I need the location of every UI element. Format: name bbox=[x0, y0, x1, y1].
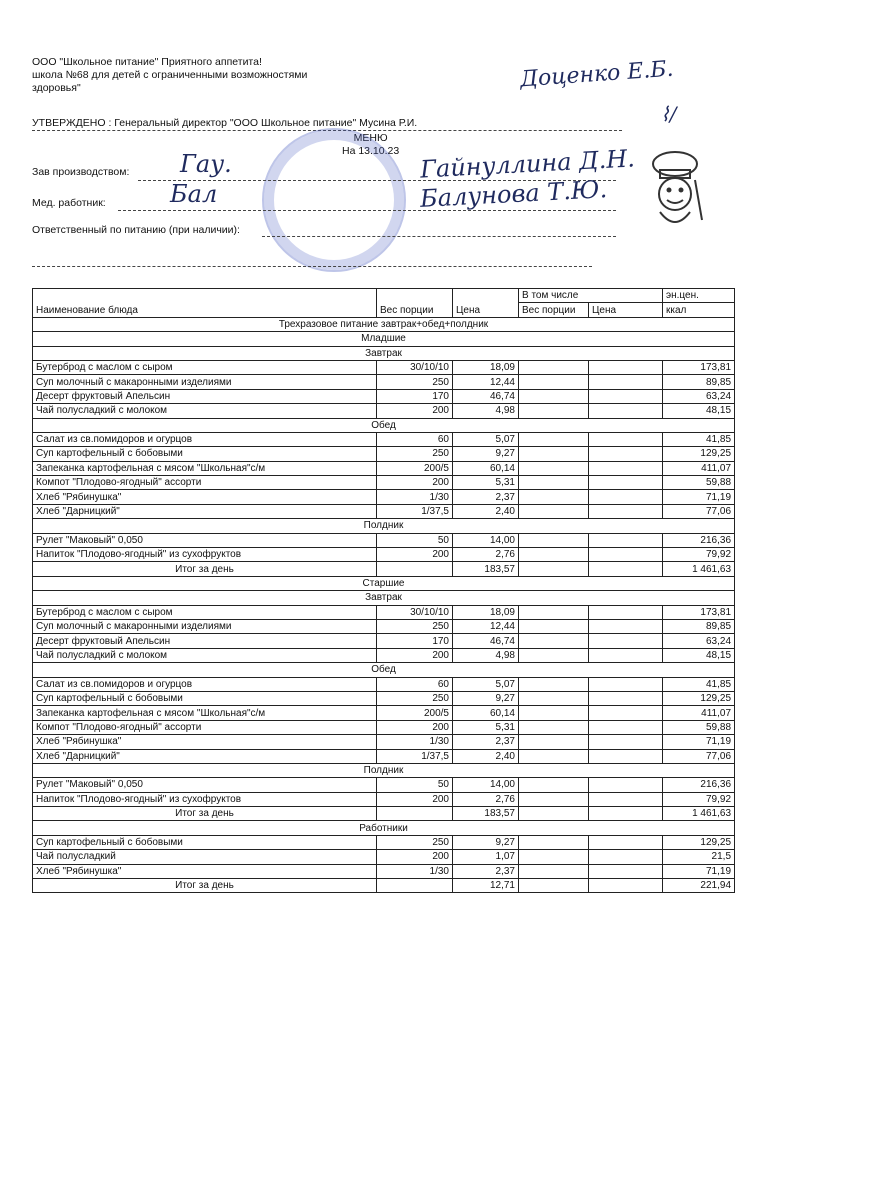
inc-weight-cell bbox=[519, 749, 589, 763]
dish-weight: 250 bbox=[377, 619, 453, 633]
inc-weight-cell bbox=[519, 476, 589, 490]
meal-row bbox=[33, 663, 735, 677]
dish-kcal: 71,19 bbox=[663, 490, 735, 504]
dish-name: Рулет "Маковый" 0,050 bbox=[33, 533, 377, 547]
dish-price: 12,44 bbox=[453, 375, 519, 389]
table-row bbox=[33, 504, 735, 518]
table-row bbox=[33, 749, 735, 763]
dish-weight: 170 bbox=[377, 389, 453, 403]
dish-name: Суп картофельный с бобовыми bbox=[33, 835, 377, 849]
meal-title: Обед bbox=[33, 418, 735, 432]
dish-weight: 170 bbox=[377, 634, 453, 648]
inc-price-cell bbox=[589, 792, 663, 806]
dish-price: 4,98 bbox=[453, 648, 519, 662]
col-energy-header: эн.цен. bbox=[663, 289, 735, 303]
dish-price: 2,37 bbox=[453, 735, 519, 749]
dish-kcal: 89,85 bbox=[663, 375, 735, 389]
dish-kcal: 89,85 bbox=[663, 619, 735, 633]
col-inc-price-header: Цена bbox=[589, 303, 663, 317]
table-row bbox=[33, 447, 735, 461]
dish-price: 60,14 bbox=[453, 461, 519, 475]
total-kcal: 1 461,63 bbox=[663, 807, 735, 821]
dish-kcal: 411,07 bbox=[663, 461, 735, 475]
inc-price-cell bbox=[589, 720, 663, 734]
total-label: Итог за день bbox=[33, 807, 377, 821]
inc-price-cell bbox=[589, 735, 663, 749]
dish-weight: 250 bbox=[377, 447, 453, 461]
table-row bbox=[33, 691, 735, 705]
menu-title: МЕНЮ bbox=[353, 132, 388, 144]
dish-kcal: 48,15 bbox=[663, 648, 735, 662]
table-row bbox=[33, 432, 735, 446]
total-price: 12,71 bbox=[453, 879, 519, 893]
inc-price-cell bbox=[589, 533, 663, 547]
production-head-label: Зав производством: bbox=[32, 166, 130, 178]
dish-price: 14,00 bbox=[453, 533, 519, 547]
table-row bbox=[33, 792, 735, 806]
table-row bbox=[33, 389, 735, 403]
total-kcal: 221,94 bbox=[663, 879, 735, 893]
col-kcal-header: ккал bbox=[663, 303, 735, 317]
inc-price-cell bbox=[589, 447, 663, 461]
inc-weight-cell bbox=[519, 504, 589, 518]
dish-price: 1,07 bbox=[453, 850, 519, 864]
inc-weight-cell bbox=[519, 850, 589, 864]
total-row bbox=[33, 879, 735, 893]
total-row bbox=[33, 807, 735, 821]
responsible-label: Ответственный по питанию (при наличии): bbox=[32, 224, 240, 236]
total-inc-weight-cell bbox=[519, 879, 589, 893]
total-inc-price-cell bbox=[589, 879, 663, 893]
table-row bbox=[33, 648, 735, 662]
table-row bbox=[33, 619, 735, 633]
inc-price-cell bbox=[589, 850, 663, 864]
dish-price: 14,00 bbox=[453, 778, 519, 792]
dish-price: 5,31 bbox=[453, 720, 519, 734]
inc-weight-cell bbox=[519, 461, 589, 475]
total-label: Итог за день bbox=[33, 562, 377, 576]
dish-price: 2,40 bbox=[453, 504, 519, 518]
dish-weight: 1/30 bbox=[377, 735, 453, 749]
dish-price: 18,09 bbox=[453, 605, 519, 619]
dish-kcal: 71,19 bbox=[663, 864, 735, 878]
meal-row bbox=[33, 346, 735, 360]
dish-name: Хлеб "Дарницкий" bbox=[33, 504, 377, 518]
dish-weight: 50 bbox=[377, 533, 453, 547]
dish-name: Чай полусладкий bbox=[33, 850, 377, 864]
dish-name: Салат из св.помидоров и огурцов bbox=[33, 677, 377, 691]
dish-weight: 200 bbox=[377, 850, 453, 864]
dish-price: 9,27 bbox=[453, 691, 519, 705]
inc-weight-cell bbox=[519, 404, 589, 418]
dish-kcal: 173,81 bbox=[663, 360, 735, 374]
dish-kcal: 71,19 bbox=[663, 735, 735, 749]
table-row bbox=[33, 605, 735, 619]
dish-weight: 60 bbox=[377, 677, 453, 691]
dish-name: Рулет "Маковый" 0,050 bbox=[33, 778, 377, 792]
inc-weight-cell bbox=[519, 533, 589, 547]
inc-price-cell bbox=[589, 648, 663, 662]
group-title: Младшие bbox=[33, 332, 735, 346]
table-row bbox=[33, 375, 735, 389]
inc-price-cell bbox=[589, 548, 663, 562]
table-row bbox=[33, 720, 735, 734]
total-weight-cell bbox=[377, 562, 453, 576]
dish-kcal: 129,25 bbox=[663, 447, 735, 461]
dish-kcal: 21,5 bbox=[663, 850, 735, 864]
dish-name: Компот "Плодово-ягодный" ассорти bbox=[33, 476, 377, 490]
inc-weight-cell bbox=[519, 706, 589, 720]
table-row bbox=[33, 404, 735, 418]
inc-price-cell bbox=[589, 706, 663, 720]
dish-weight: 1/37,5 bbox=[377, 504, 453, 518]
dish-weight: 50 bbox=[377, 778, 453, 792]
dish-price: 4,98 bbox=[453, 404, 519, 418]
table-row bbox=[33, 735, 735, 749]
chef-logo-icon bbox=[640, 150, 710, 235]
dish-kcal: 173,81 bbox=[663, 605, 735, 619]
total-price: 183,57 bbox=[453, 562, 519, 576]
dish-name: Суп молочный с макаронными изделиями bbox=[33, 619, 377, 633]
responsible-line bbox=[262, 236, 616, 237]
inc-weight-cell bbox=[519, 605, 589, 619]
dish-name: Напиток "Плодово-ягодный" из сухофруктов bbox=[33, 548, 377, 562]
dish-price: 2,76 bbox=[453, 548, 519, 562]
meal-title: Обед bbox=[33, 663, 735, 677]
production-head-name: Гайнуллина Д.Н. bbox=[419, 144, 636, 184]
inc-weight-cell bbox=[519, 735, 589, 749]
inc-weight-cell bbox=[519, 835, 589, 849]
table-row bbox=[33, 706, 735, 720]
dish-price: 46,74 bbox=[453, 389, 519, 403]
handwritten-approval-top: Доценко Е.Б. bbox=[519, 56, 675, 93]
dish-weight: 30/10/10 bbox=[377, 360, 453, 374]
approval-line: УТВЕРЖДЕНО : Генеральный директор "ООО Школьное питание" Мусина Р.И. bbox=[32, 117, 418, 129]
medical-worker-name: Балунова Т.Ю. bbox=[419, 175, 608, 213]
dish-name: Хлеб "Рябинушка" bbox=[33, 735, 377, 749]
meal-row bbox=[33, 519, 735, 533]
dish-weight: 200 bbox=[377, 720, 453, 734]
inc-price-cell bbox=[589, 504, 663, 518]
org-line-2: школа №68 для детей с ограниченными возможностями bbox=[32, 69, 308, 81]
inc-weight-cell bbox=[519, 792, 589, 806]
dish-weight: 1/30 bbox=[377, 864, 453, 878]
inc-price-cell bbox=[589, 619, 663, 633]
table-row bbox=[33, 778, 735, 792]
dish-kcal: 411,07 bbox=[663, 706, 735, 720]
group-row bbox=[33, 332, 735, 346]
dish-name: Хлеб "Дарницкий" bbox=[33, 749, 377, 763]
inc-weight-cell bbox=[519, 447, 589, 461]
director-signature: ⌇/ bbox=[660, 102, 677, 126]
medical-worker-signature: Бал bbox=[170, 180, 218, 208]
dish-price: 5,31 bbox=[453, 476, 519, 490]
inc-weight-cell bbox=[519, 720, 589, 734]
group-title: Старшие bbox=[33, 576, 735, 590]
menu-date: На 13.10.23 bbox=[342, 145, 400, 157]
dish-price: 60,14 bbox=[453, 706, 519, 720]
dish-kcal: 129,25 bbox=[663, 835, 735, 849]
inc-price-cell bbox=[589, 476, 663, 490]
table-row bbox=[33, 490, 735, 504]
meal-title: Полдник bbox=[33, 763, 735, 777]
dish-kcal: 59,88 bbox=[663, 720, 735, 734]
total-inc-weight-cell bbox=[519, 807, 589, 821]
dish-kcal: 79,92 bbox=[663, 792, 735, 806]
dish-price: 9,27 bbox=[453, 447, 519, 461]
total-inc-price-cell bbox=[589, 562, 663, 576]
production-head-signature: Гау. bbox=[180, 150, 232, 178]
table-row bbox=[33, 533, 735, 547]
dish-price: 2,37 bbox=[453, 864, 519, 878]
dish-kcal: 59,88 bbox=[663, 476, 735, 490]
inc-weight-cell bbox=[519, 634, 589, 648]
inc-price-cell bbox=[589, 864, 663, 878]
inc-price-cell bbox=[589, 634, 663, 648]
dish-weight: 250 bbox=[377, 375, 453, 389]
inc-price-cell bbox=[589, 389, 663, 403]
dish-kcal: 77,06 bbox=[663, 504, 735, 518]
inc-price-cell bbox=[589, 605, 663, 619]
dish-kcal: 216,36 bbox=[663, 778, 735, 792]
table-row bbox=[33, 835, 735, 849]
inc-price-cell bbox=[589, 835, 663, 849]
dish-name: Запеканка картофельная с мясом "Школьная"с/м bbox=[33, 706, 377, 720]
dish-price: 12,44 bbox=[453, 619, 519, 633]
col-price-header: Цена bbox=[453, 289, 519, 318]
inc-weight-cell bbox=[519, 691, 589, 705]
dish-name: Десерт фруктовый Апельсин bbox=[33, 389, 377, 403]
meal-title: Полдник bbox=[33, 519, 735, 533]
inc-weight-cell bbox=[519, 375, 589, 389]
dish-price: 2,76 bbox=[453, 792, 519, 806]
dish-kcal: 41,85 bbox=[663, 677, 735, 691]
dish-name: Хлеб "Рябинушка" bbox=[33, 490, 377, 504]
inc-weight-cell bbox=[519, 548, 589, 562]
meal-row bbox=[33, 591, 735, 605]
meal-row bbox=[33, 763, 735, 777]
meal-title: Завтрак bbox=[33, 346, 735, 360]
inc-price-cell bbox=[589, 461, 663, 475]
table-row bbox=[33, 360, 735, 374]
total-price: 183,57 bbox=[453, 807, 519, 821]
dish-name: Хлеб "Рябинушка" bbox=[33, 864, 377, 878]
inc-weight-cell bbox=[519, 778, 589, 792]
dish-weight: 200 bbox=[377, 648, 453, 662]
dish-weight: 250 bbox=[377, 835, 453, 849]
dish-weight: 30/10/10 bbox=[377, 605, 453, 619]
col-including-header: В том числе bbox=[519, 289, 663, 303]
dish-weight: 250 bbox=[377, 691, 453, 705]
dish-name: Суп картофельный с бобовыми bbox=[33, 447, 377, 461]
organization-header bbox=[32, 56, 352, 95]
total-label: Итог за день bbox=[33, 879, 377, 893]
dish-kcal: 129,25 bbox=[663, 691, 735, 705]
group-title: Работники bbox=[33, 821, 735, 835]
inc-price-cell bbox=[589, 432, 663, 446]
dish-name: Бутерброд с маслом с сыром bbox=[33, 360, 377, 374]
inc-weight-cell bbox=[519, 360, 589, 374]
inc-weight-cell bbox=[519, 648, 589, 662]
inc-price-cell bbox=[589, 691, 663, 705]
inc-weight-cell bbox=[519, 864, 589, 878]
table-row bbox=[33, 864, 735, 878]
dish-weight: 1/37,5 bbox=[377, 749, 453, 763]
total-inc-weight-cell bbox=[519, 562, 589, 576]
header-row-1 bbox=[33, 289, 735, 303]
total-weight-cell bbox=[377, 879, 453, 893]
inc-price-cell bbox=[589, 375, 663, 389]
dish-kcal: 79,92 bbox=[663, 548, 735, 562]
dish-weight: 1/30 bbox=[377, 490, 453, 504]
meal-row bbox=[33, 418, 735, 432]
dish-price: 9,27 bbox=[453, 835, 519, 849]
table-row bbox=[33, 677, 735, 691]
dish-name: Запеканка картофельная с мясом "Школьная"с/м bbox=[33, 461, 377, 475]
dish-weight: 200/5 bbox=[377, 706, 453, 720]
inc-weight-cell bbox=[519, 619, 589, 633]
dish-kcal: 77,06 bbox=[663, 749, 735, 763]
inc-weight-cell bbox=[519, 389, 589, 403]
dish-price: 2,40 bbox=[453, 749, 519, 763]
col-name-header: Наименование блюда bbox=[33, 289, 377, 318]
dish-price: 5,07 bbox=[453, 677, 519, 691]
extra-line bbox=[32, 266, 592, 267]
organization-stamp bbox=[262, 128, 406, 272]
dish-name: Напиток "Плодово-ягодный" из сухофруктов bbox=[33, 792, 377, 806]
meal-title: Завтрак bbox=[33, 591, 735, 605]
dish-name: Десерт фруктовый Апельсин bbox=[33, 634, 377, 648]
dish-kcal: 63,24 bbox=[663, 634, 735, 648]
inc-weight-cell bbox=[519, 490, 589, 504]
table-row bbox=[33, 461, 735, 475]
total-inc-price-cell bbox=[589, 807, 663, 821]
dish-weight: 200 bbox=[377, 792, 453, 806]
inc-price-cell bbox=[589, 404, 663, 418]
dish-weight: 200 bbox=[377, 548, 453, 562]
dish-name: Чай полусладкий с молоком bbox=[33, 648, 377, 662]
dish-name: Салат из св.помидоров и огурцов bbox=[33, 432, 377, 446]
table-row bbox=[33, 548, 735, 562]
col-weight-header: Вес порции bbox=[377, 289, 453, 318]
dish-kcal: 63,24 bbox=[663, 389, 735, 403]
inc-price-cell bbox=[589, 360, 663, 374]
dish-price: 5,07 bbox=[453, 432, 519, 446]
inc-weight-cell bbox=[519, 432, 589, 446]
dish-weight: 200/5 bbox=[377, 461, 453, 475]
dish-kcal: 41,85 bbox=[663, 432, 735, 446]
group-row bbox=[33, 821, 735, 835]
dish-price: 18,09 bbox=[453, 360, 519, 374]
inc-price-cell bbox=[589, 778, 663, 792]
dish-price: 2,37 bbox=[453, 490, 519, 504]
inc-price-cell bbox=[589, 490, 663, 504]
dish-weight: 60 bbox=[377, 432, 453, 446]
table-row bbox=[33, 634, 735, 648]
inc-price-cell bbox=[589, 749, 663, 763]
dish-kcal: 48,15 bbox=[663, 404, 735, 418]
table-row bbox=[33, 850, 735, 864]
total-kcal: 1 461,63 bbox=[663, 562, 735, 576]
org-line-1: ООО "Школьное питание" Приятного аппетита! bbox=[32, 56, 262, 68]
dish-weight: 200 bbox=[377, 476, 453, 490]
total-weight-cell bbox=[377, 807, 453, 821]
org-line-3: здоровья" bbox=[32, 82, 81, 94]
inc-price-cell bbox=[589, 677, 663, 691]
table-row bbox=[33, 476, 735, 490]
group-row bbox=[33, 576, 735, 590]
dish-name: Суп картофельный с бобовыми bbox=[33, 691, 377, 705]
dish-name: Бутерброд с маслом с сыром bbox=[33, 605, 377, 619]
dish-kcal: 216,36 bbox=[663, 533, 735, 547]
dish-name: Чай полусладкий с молоком bbox=[33, 404, 377, 418]
dish-price: 46,74 bbox=[453, 634, 519, 648]
col-inc-weight-header: Вес порции bbox=[519, 303, 589, 317]
medical-worker-label: Мед. работник: bbox=[32, 197, 106, 209]
inc-weight-cell bbox=[519, 677, 589, 691]
dish-weight: 200 bbox=[377, 404, 453, 418]
dish-name: Суп молочный с макаронными изделиями bbox=[33, 375, 377, 389]
plan-title: Трехразовое питание завтрак+обед+полдник bbox=[33, 317, 735, 331]
menu-table bbox=[32, 288, 735, 893]
total-row bbox=[33, 562, 735, 576]
medical-worker-line bbox=[118, 210, 616, 211]
dish-name: Компот "Плодово-ягодный" ассорти bbox=[33, 720, 377, 734]
plan-row bbox=[33, 317, 735, 331]
